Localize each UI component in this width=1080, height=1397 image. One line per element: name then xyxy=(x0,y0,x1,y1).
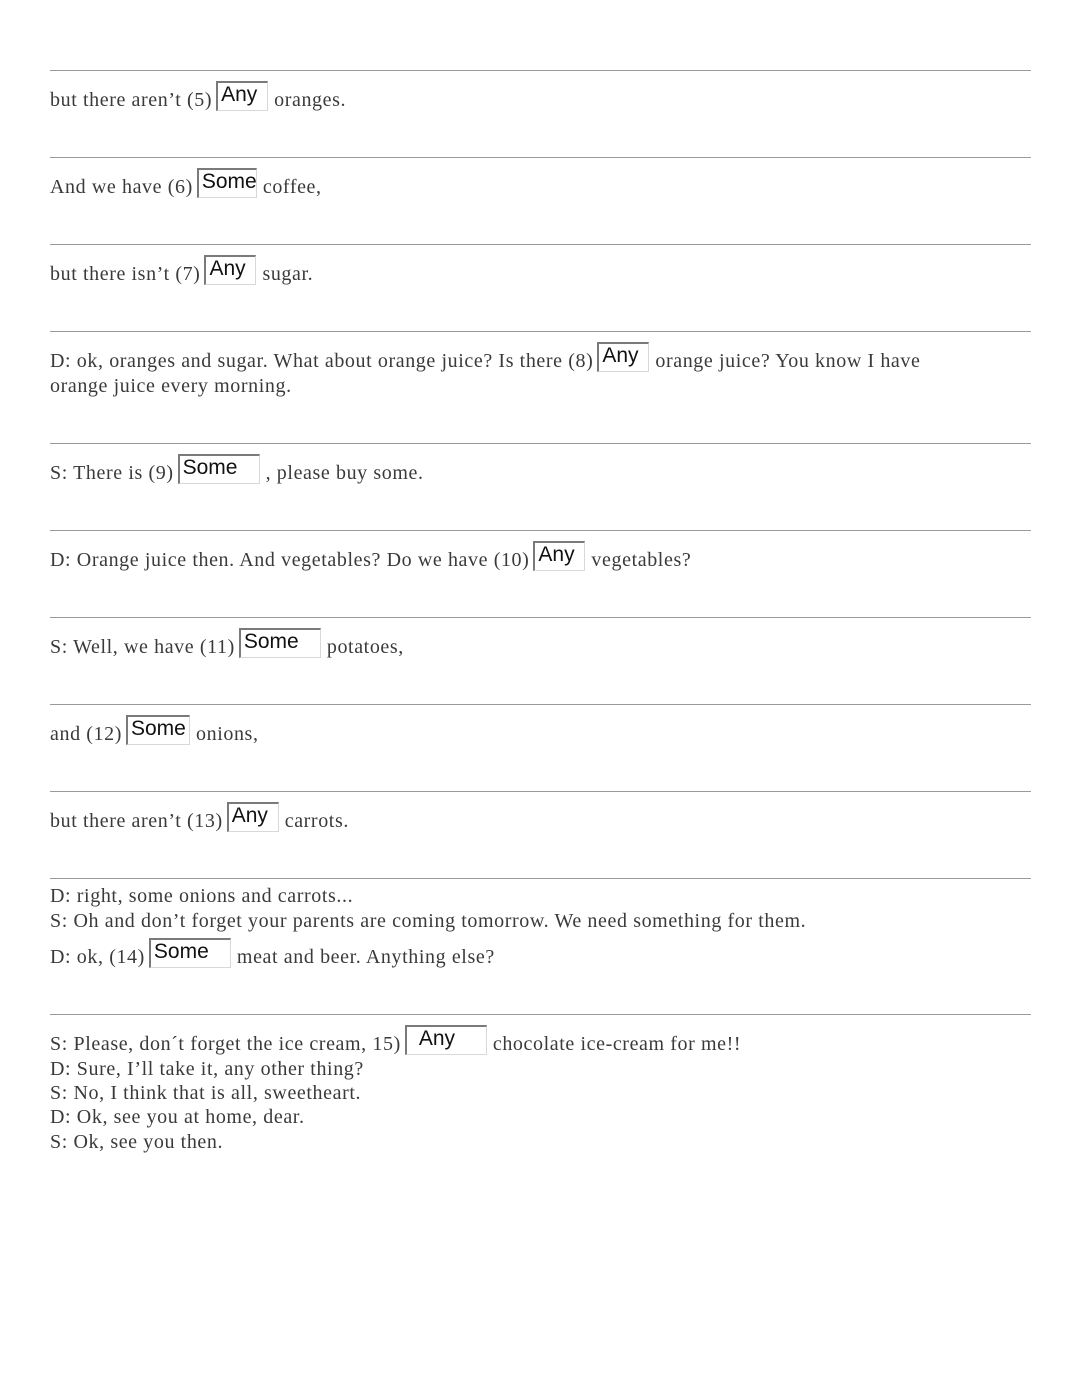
answer-field-13[interactable]: Any xyxy=(227,802,279,832)
exercise-item-10 xyxy=(50,543,1031,579)
sentence-before: And we have (6) xyxy=(50,176,193,198)
dialogue-line: S: Ok, see you then. xyxy=(50,1131,224,1153)
divider xyxy=(50,791,1031,792)
sentence-before: D: ok, (14) xyxy=(50,946,145,968)
answer-field-15[interactable]: Any xyxy=(405,1025,487,1055)
sentence-before: but there aren’t (13) xyxy=(50,810,223,832)
sentence-continuation: orange juice every morning. xyxy=(50,375,292,397)
sentence-after: oranges. xyxy=(274,89,347,111)
sentence-after: sugar. xyxy=(262,263,314,285)
divider xyxy=(50,617,1031,618)
divider xyxy=(50,878,1031,879)
exercise-item-14 xyxy=(50,940,1031,976)
divider xyxy=(50,704,1031,705)
divider xyxy=(50,70,1031,71)
sentence-after: meat and beer. Anything else? xyxy=(236,946,495,968)
divider xyxy=(50,443,1031,444)
answer-field-8[interactable]: Any xyxy=(597,342,649,372)
sentence-before: and (12) xyxy=(50,723,122,745)
exercise-item-13 xyxy=(50,804,1031,840)
sentence-after: coffee, xyxy=(262,176,322,198)
divider xyxy=(50,244,1031,245)
dialogue-line: D: Ok, see you at home, dear. xyxy=(50,1106,305,1128)
sentence-after: potatoes, xyxy=(326,636,404,658)
exercise-item-11 xyxy=(50,630,1031,666)
sentence-after: , please buy some. xyxy=(265,462,424,484)
dialogue-line: D: Sure, I’ll take it, any other thing? xyxy=(50,1058,364,1080)
sentence-after: orange juice? You know I have xyxy=(655,350,921,372)
sentence-after: onions, xyxy=(196,723,259,745)
divider xyxy=(50,530,1031,531)
answer-field-12[interactable]: Some xyxy=(126,715,190,745)
dialogue-line: S: No, I think that is all, sweetheart. xyxy=(50,1082,362,1104)
sentence-before: S: Please, don´t forget the ice cream, 15) xyxy=(50,1033,401,1055)
sentence-before: but there aren’t (5) xyxy=(50,89,213,111)
exercise-item-5 xyxy=(50,83,1031,119)
dialogue-line: S: Oh and don’t forget your parents are coming tomorrow. We need something for them. xyxy=(50,910,807,932)
exercise-item-9 xyxy=(50,456,1031,492)
sentence-before: but there isn’t (7) xyxy=(50,263,201,285)
answer-field-10[interactable]: Any xyxy=(533,541,585,571)
divider xyxy=(50,331,1031,332)
answer-field-11[interactable]: Some xyxy=(239,628,321,658)
answer-field-9[interactable]: Some xyxy=(178,454,260,484)
sentence-before: D: ok, oranges and sugar. What about orange juice? Is there (8) xyxy=(50,350,594,372)
sentence-before: S: There is (9) xyxy=(50,462,174,484)
answer-field-6[interactable]: Some xyxy=(197,168,257,198)
sentence-after: vegetables? xyxy=(591,549,692,571)
sentence-before: S: Well, we have (11) xyxy=(50,636,235,658)
answer-field-7[interactable]: Any xyxy=(204,255,256,285)
dialogue-line: D: right, some onions and carrots... xyxy=(50,885,354,907)
sentence-before: D: Orange juice then. And vegetables? Do we have (10) xyxy=(50,549,530,571)
answer-field-14[interactable]: Some xyxy=(149,938,231,968)
sentence-after: chocolate ice-cream for me!! xyxy=(492,1033,742,1055)
exercise-item-12 xyxy=(50,717,1031,753)
answer-field-5[interactable]: Any xyxy=(216,81,268,111)
divider xyxy=(50,1014,1031,1015)
divider xyxy=(50,157,1031,158)
exercise-item-6 xyxy=(50,170,1031,206)
exercise-item-7 xyxy=(50,257,1031,293)
sentence-after: carrots. xyxy=(284,810,349,832)
